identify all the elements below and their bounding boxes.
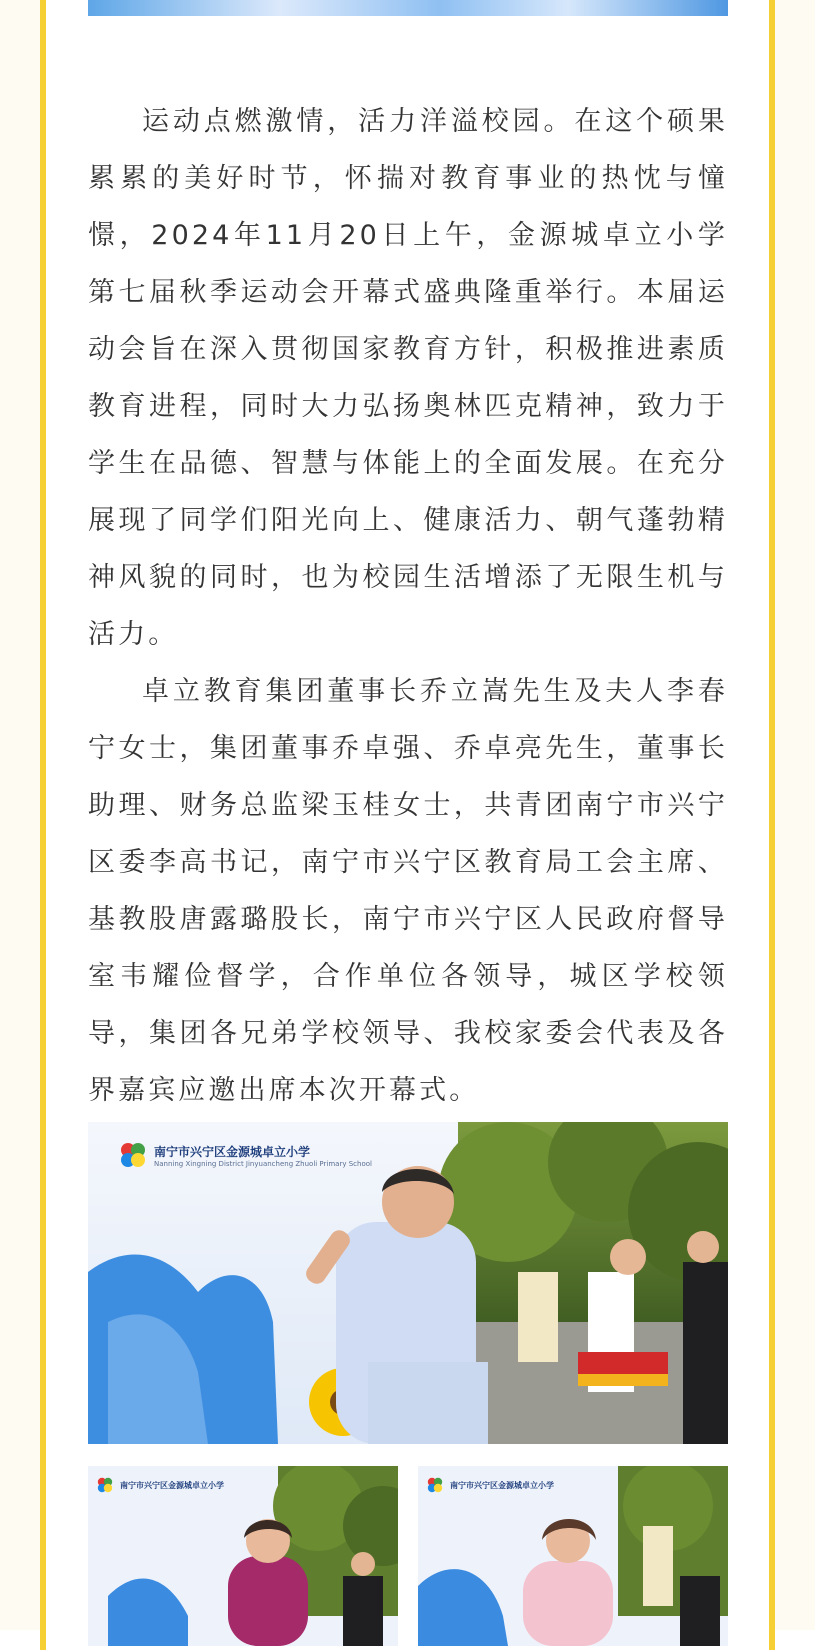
top-banner-image — [88, 0, 728, 16]
photo-guest-signing-right — [418, 1466, 728, 1646]
school-logo-subtext: Nanning Xingning District Jinyuancheng Zhuoli Primary School — [154, 1159, 372, 1168]
article-paragraph-1: 运动点燃激情，活力洋溢校园。在这个硕果累累的美好时节，怀揣对教育事业的热忱与憧憬，2024年11月20日上午，金源城卓立小学第七届秋季运动会开幕式盛典隆重举行。本届运动会旨在深入贯彻国家教育方针，积极推进素质教育进程，同时大力弘扬奥林匹克精神，致力于学生在品德、智慧与体能上的全面发展。在充分展现了同学们阳光向上、健康活力、朝气蓬勃精神风貌的同时，也为校园生活增添了无限生机与活力。 — [88, 106, 728, 650]
school-logo-icon-small-left — [96, 1476, 114, 1494]
school-logo-small-right — [426, 1476, 554, 1494]
article-body — [88, 93, 728, 1119]
school-logo-small-left — [96, 1476, 224, 1494]
school-logo-icon-small-right — [426, 1476, 444, 1494]
photo-chairman-signing — [88, 1122, 728, 1444]
school-logo-text-small-right: 南宁市兴宁区金源城卓立小学 — [450, 1479, 554, 1490]
photo-guest-signing-left — [88, 1466, 398, 1646]
school-logo — [118, 1140, 372, 1170]
school-logo-icon — [118, 1140, 148, 1170]
photo-chairman-signing-illustration — [88, 1122, 728, 1444]
article-paragraph-2: 卓立教育集团董事长乔立嵩先生及夫人李春宁女士，集团董事乔卓强、乔卓亮先生，董事长助理、财务总监梁玉桂女士，共青团南宁市兴宁区委李高书记，南宁市兴宁区教育局工会主席、基教股唐露璐股长，南宁市兴宁区人民政府督导室韦耀俭督学，合作单位各领导，城区学校领导，集团各兄弟学校领导、我校家委会代表及各界嘉宾应邀出席本次开幕式。 — [88, 676, 728, 1106]
school-logo-text: 南宁市兴宁区金源城卓立小学 — [154, 1144, 311, 1159]
school-logo-text-small-left: 南宁市兴宁区金源城卓立小学 — [120, 1479, 224, 1490]
